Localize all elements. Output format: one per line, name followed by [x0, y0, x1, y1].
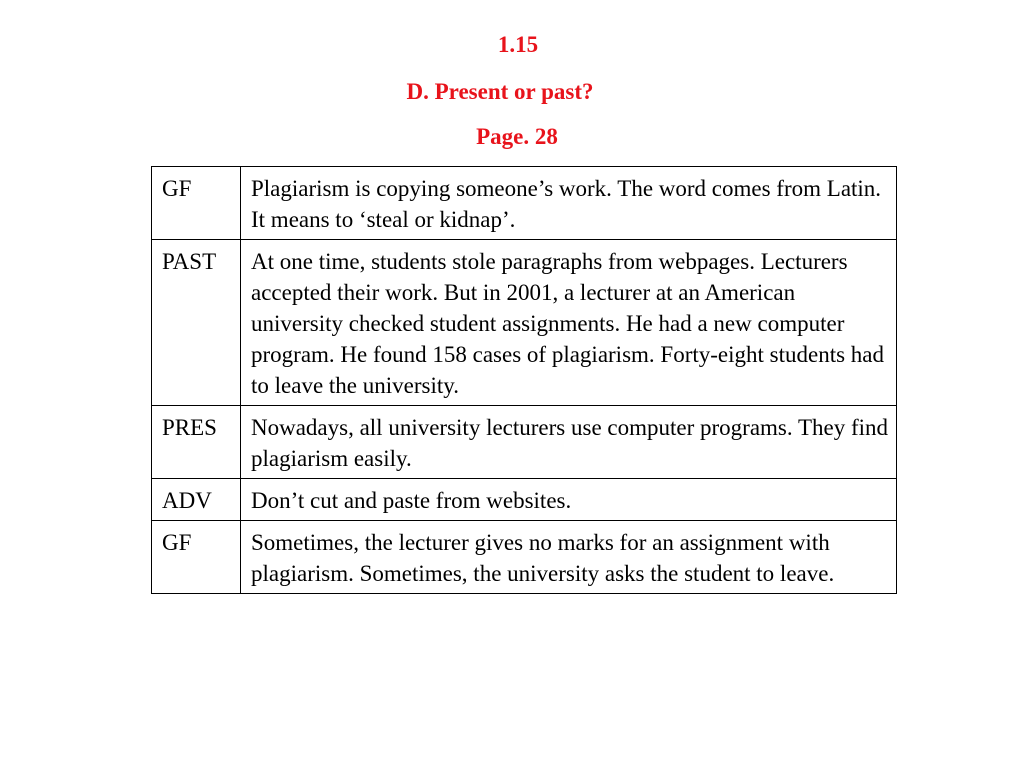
row-label: GF — [152, 521, 241, 594]
table-row — [152, 406, 897, 479]
categorized-sentences-table — [151, 166, 897, 594]
row-label: PRES — [152, 406, 241, 479]
row-text: At one time, students stole paragraphs from webpages. Lecturers accepted their work. But in 2001, a lecturer at an American university checked student assignments. He had a new computer program. He found 158 cases of plagiarism. Forty-eight students had to leave the university. — [241, 240, 897, 406]
table-row — [152, 479, 897, 521]
row-text: Nowadays, all university lecturers use computer programs. They find plagiarism easily. — [241, 406, 897, 479]
table-row — [152, 167, 897, 240]
exercise-title: D. Present or past? — [406, 79, 594, 104]
table-row — [152, 240, 897, 406]
page-reference: Page. 28 — [476, 124, 558, 149]
row-text: Don’t cut and paste from websites. — [241, 479, 897, 521]
row-text: Sometimes, the lecturer gives no marks for an assignment with plagiarism. Sometimes, the university asks the student to leave. — [241, 521, 897, 594]
row-label: GF — [152, 167, 241, 240]
row-label: PAST — [152, 240, 241, 406]
row-text: Plagiarism is copying someone’s work. The word comes from Latin. It means to ‘steal or kidnap’. — [241, 167, 897, 240]
exercise-number: 1.15 — [497, 32, 539, 57]
table-row — [152, 521, 897, 594]
row-label: ADV — [152, 479, 241, 521]
